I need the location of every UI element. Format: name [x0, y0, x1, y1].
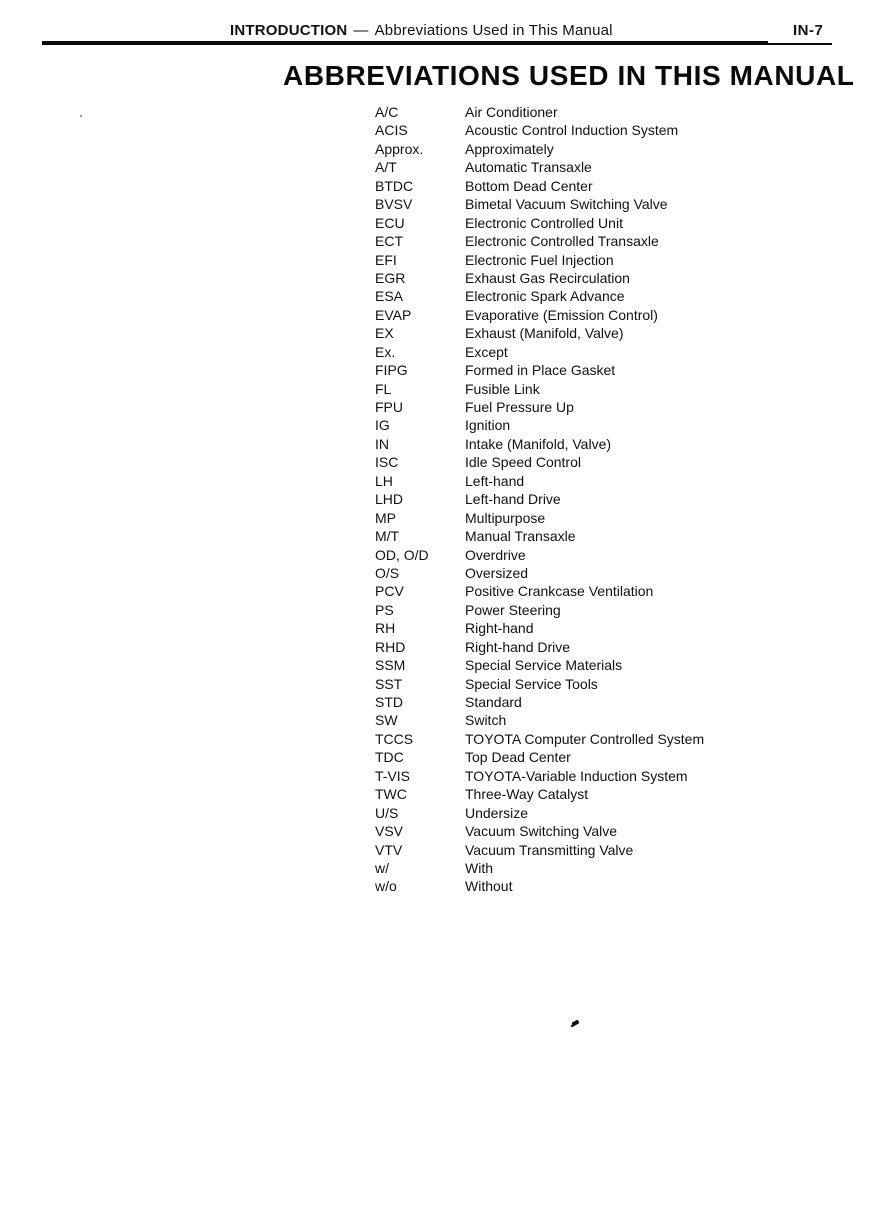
- abbreviation-row: [375, 619, 795, 637]
- abbreviation-term: SSM: [375, 657, 406, 674]
- abbreviation-row: [375, 859, 795, 877]
- abbreviation-meaning: Overdrive: [465, 546, 526, 563]
- abbreviation-term: A/T: [375, 159, 397, 176]
- abbreviation-term: Ex.: [375, 343, 396, 360]
- abbreviation-meaning: Air Conditioner: [465, 104, 558, 120]
- abbreviation-term: LH: [375, 472, 393, 489]
- abbreviation-row: [375, 877, 795, 895]
- abbreviation-row: [375, 306, 795, 324]
- abbreviation-row: [375, 269, 795, 287]
- abbreviation-meaning: Switch: [465, 712, 507, 729]
- abbreviation-meaning: Bimetal Vacuum Switching Valve: [465, 196, 668, 213]
- abbreviation-term: ISC: [375, 454, 399, 471]
- abbreviation-term: ECU: [375, 214, 405, 231]
- abbreviation-term: FL: [375, 380, 392, 397]
- abbreviation-meaning: Electronic Spark Advance: [465, 288, 625, 305]
- abbreviation-meaning: Manual Transaxle: [465, 528, 576, 545]
- abbreviation-row: [375, 324, 795, 342]
- abbreviation-term: A/C: [375, 104, 399, 120]
- abbreviation-row: [375, 416, 795, 434]
- abbreviation-term: OD, O/D: [375, 546, 429, 563]
- abbreviation-term: IG: [375, 417, 390, 434]
- abbreviation-meaning: Special Service Materials: [465, 657, 623, 674]
- abbreviation-meaning: With: [465, 859, 493, 876]
- abbreviation-row: [375, 509, 795, 527]
- abbreviation-term: FIPG: [375, 362, 408, 379]
- abbreviation-term: TDC: [375, 749, 404, 766]
- abbreviation-term: LHD: [375, 491, 404, 508]
- abbreviation-term: EX: [375, 325, 394, 342]
- abbreviation-term: IN: [375, 435, 389, 452]
- abbreviation-term: MP: [375, 509, 396, 526]
- abbreviation-meaning: Evaporative (Emission Control): [465, 306, 658, 323]
- abbreviation-meaning: TOYOTA-Variable Induction System: [465, 767, 688, 784]
- abbreviation-row: [375, 638, 795, 656]
- abbreviation-term: SST: [375, 675, 403, 692]
- abbreviation-row: [375, 140, 795, 158]
- abbreviation-term: SW: [375, 712, 398, 729]
- abbreviation-meaning: Positive Crankcase Ventilation: [465, 583, 654, 600]
- abbreviation-term: ECT: [375, 233, 403, 250]
- abbreviation-row: [375, 822, 795, 840]
- abbreviation-row: [375, 675, 795, 693]
- abbreviation-meaning: Exhaust Gas Recirculation: [465, 269, 630, 286]
- scan-dot: [80, 115, 82, 117]
- abbreviation-row: [375, 343, 795, 361]
- abbreviation-row: [375, 177, 795, 195]
- header-subtitle: Abbreviations Used in This Manual: [374, 22, 613, 39]
- abbreviation-row: [375, 527, 795, 545]
- abbreviation-term: TCCS: [375, 730, 414, 747]
- abbreviation-term: EGR: [375, 269, 406, 286]
- abbreviation-meaning: Acoustic Control Induction System: [465, 122, 679, 139]
- page-number: IN-7: [793, 22, 824, 39]
- abbreviation-meaning: Undersize: [465, 804, 529, 821]
- abbreviation-meaning: Right-hand: [465, 620, 534, 637]
- abbreviation-meaning: Without: [465, 878, 513, 895]
- abbreviation-term: STD: [375, 694, 403, 710]
- abbreviation-row: [375, 398, 795, 416]
- abbreviation-row: [375, 435, 795, 453]
- abbreviation-row: [375, 804, 795, 822]
- abbreviation-row: [375, 841, 795, 859]
- abbreviation-meaning: Bottom Dead Center: [465, 177, 593, 194]
- abbreviation-row: [375, 380, 795, 398]
- header-rule-thin: [740, 43, 832, 45]
- abbreviation-row: [375, 195, 795, 213]
- abbreviation-row: [375, 730, 795, 748]
- abbreviation-row: [375, 711, 795, 729]
- abbreviation-meaning: Three-Way Catalyst: [465, 786, 589, 803]
- abbreviation-meaning: Electronic Fuel Injection: [465, 251, 614, 268]
- abbreviation-term: U/S: [375, 804, 399, 821]
- abbreviation-list: [375, 103, 795, 896]
- abbreviation-term: EFI: [375, 251, 397, 268]
- abbreviation-meaning: Electronic Controlled Unit: [465, 214, 623, 231]
- abbreviation-row: [375, 232, 795, 250]
- abbreviation-term: VSV: [375, 823, 404, 840]
- abbreviation-meaning: Power Steering: [465, 601, 561, 618]
- abbreviation-term: O/S: [375, 564, 400, 581]
- abbreviation-row: [375, 693, 795, 711]
- page-title: ABBREVIATIONS USED IN THIS MANUAL: [283, 60, 855, 91]
- abbreviation-row: [375, 767, 795, 785]
- abbreviation-meaning: Formed in Place Gasket: [465, 362, 616, 379]
- abbreviation-term: Approx.: [375, 140, 424, 157]
- abbreviation-term: TWC: [375, 786, 407, 803]
- abbreviation-meaning: Except: [465, 343, 508, 360]
- abbreviation-meaning: Approximately: [465, 140, 554, 157]
- abbreviation-row: [375, 748, 795, 766]
- abbreviation-meaning: Fusible Link: [465, 380, 540, 397]
- abbreviation-meaning: Special Service Tools: [465, 675, 598, 692]
- abbreviation-row: [375, 582, 795, 600]
- abbreviation-row: [375, 121, 795, 139]
- abbreviation-meaning: Standard: [465, 694, 522, 710]
- abbreviation-term: T-VIS: [375, 767, 411, 784]
- abbreviation-row: [375, 564, 795, 582]
- abbreviation-row: [375, 214, 795, 232]
- abbreviation-row: [375, 546, 795, 564]
- header-section-label: INTRODUCTION: [230, 22, 348, 39]
- abbreviation-term: VTV: [375, 841, 403, 858]
- abbreviation-term: w/: [375, 859, 389, 876]
- abbreviation-meaning: Automatic Transaxle: [465, 159, 592, 176]
- abbreviation-meaning: Top Dead Center: [465, 749, 571, 766]
- abbreviation-term: PS: [375, 601, 394, 618]
- scan-speck: [571, 1020, 579, 1027]
- abbreviation-row: [375, 472, 795, 490]
- abbreviation-row: [375, 785, 795, 803]
- abbreviation-term: RHD: [375, 638, 406, 655]
- abbreviation-term: BTDC: [375, 177, 414, 194]
- abbreviation-term: ESA: [375, 288, 404, 305]
- abbreviation-term: BVSV: [375, 196, 413, 213]
- abbreviation-term: PCV: [375, 583, 404, 600]
- abbreviation-term: M/T: [375, 528, 400, 545]
- abbreviation-term: EVAP: [375, 306, 412, 323]
- abbreviation-meaning: TOYOTA Computer Controlled System: [465, 730, 705, 747]
- abbreviation-meaning: Oversized: [465, 564, 529, 581]
- header-rule-thick: [42, 41, 768, 45]
- abbreviation-meaning: Right-hand Drive: [465, 638, 571, 655]
- abbreviation-meaning: Left-hand: [465, 472, 525, 489]
- abbreviation-row: [375, 361, 795, 379]
- abbreviation-row: [375, 103, 795, 121]
- abbreviation-meaning: Idle Speed Control: [465, 454, 581, 471]
- abbreviation-meaning: Left-hand Drive: [465, 491, 561, 508]
- abbreviation-term: ACIS: [375, 122, 408, 139]
- running-header: [230, 22, 613, 39]
- abbreviation-row: [375, 656, 795, 674]
- abbreviation-term: w/o: [375, 878, 397, 895]
- abbreviation-meaning: Intake (Manifold, Valve): [465, 435, 612, 452]
- abbreviation-row: [375, 287, 795, 305]
- abbreviation-meaning: Vacuum Switching Valve: [465, 823, 617, 840]
- abbreviation-row: [375, 601, 795, 619]
- abbreviation-row: [375, 453, 795, 471]
- abbreviation-meaning: Ignition: [465, 417, 511, 434]
- abbreviation-meaning: Electronic Controlled Transaxle: [465, 233, 659, 250]
- abbreviation-term: RH: [375, 620, 396, 637]
- abbreviation-meaning: Multipurpose: [465, 509, 546, 526]
- abbreviation-meaning: Fuel Pressure Up: [465, 399, 574, 415]
- abbreviation-row: [375, 158, 795, 176]
- header-separator: —: [353, 22, 369, 39]
- abbreviation-row: [375, 251, 795, 269]
- abbreviation-meaning: Vacuum Transmitting Valve: [465, 841, 634, 858]
- abbreviation-row: [375, 490, 795, 508]
- abbreviation-term: FPU: [375, 399, 403, 415]
- abbreviation-meaning: Exhaust (Manifold, Valve): [465, 325, 624, 342]
